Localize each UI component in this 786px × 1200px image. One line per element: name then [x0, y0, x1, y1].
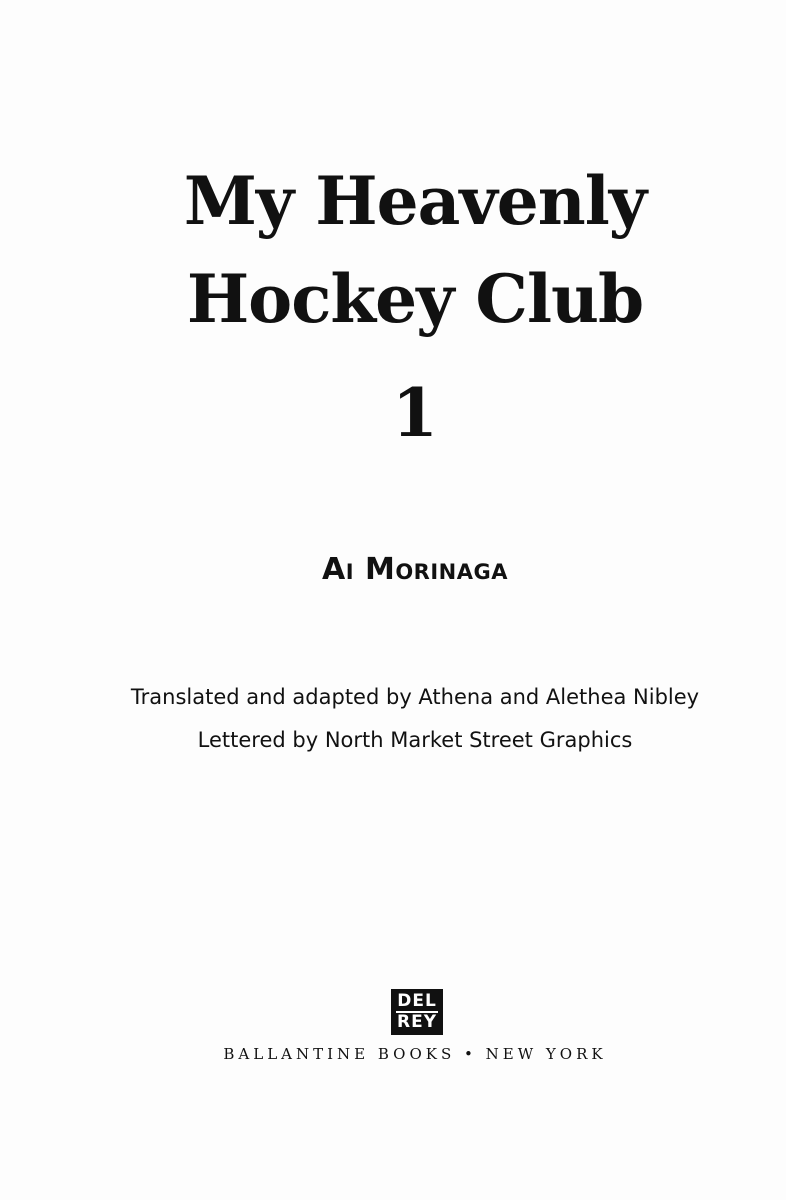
- author-name: Ai Morinaga: [322, 552, 508, 587]
- logo-text-top: DEL: [397, 991, 437, 1011]
- logo-text-bottom: REY: [396, 1012, 437, 1032]
- book-title-line-2: Hockey Club: [186, 260, 644, 338]
- volume-number: 1: [392, 374, 438, 452]
- del-rey-logo: [391, 989, 443, 1035]
- publisher-imprint: BALLANTINE BOOKS • NEW YORK: [223, 1045, 607, 1063]
- book-title-line-1: My Heavenly: [183, 162, 647, 240]
- letterer-credit: Lettered by North Market Street Graphics: [197, 728, 633, 752]
- translator-credit: Translated and adapted by Athena and Alethea Nibley: [130, 685, 700, 709]
